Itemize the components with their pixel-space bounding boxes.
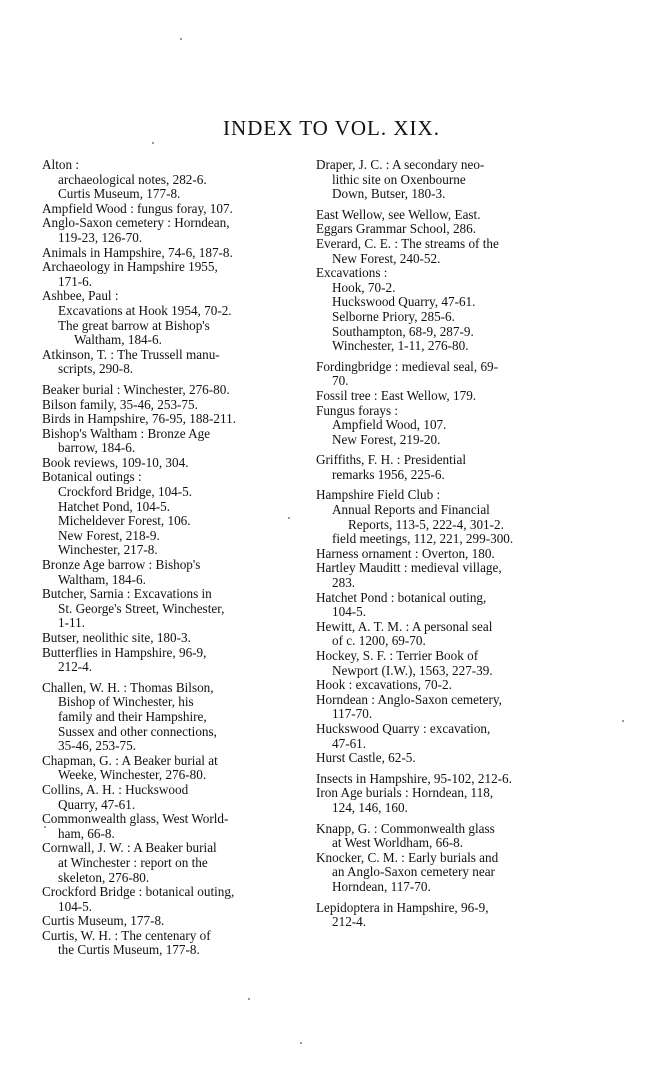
index-subentry	[316, 310, 556, 325]
index-line: 171-6.	[58, 273, 93, 289]
index-line: Down, Butser, 180-3.	[332, 186, 446, 202]
index-entry	[316, 751, 556, 766]
index-line: Knapp, G. : Commonwealth glass	[316, 820, 495, 836]
index-line: Butcher, Sarnia : Excavations in	[42, 586, 212, 602]
index-line: New Forest, 240-52.	[332, 250, 441, 266]
index-line: Waltham, 184-6.	[58, 571, 146, 587]
index-line: Curtis, W. H. : The centenary of	[42, 927, 211, 943]
index-entry	[316, 237, 556, 266]
index-line: Southampton, 68-9, 287-9.	[332, 323, 474, 339]
index-line: Bishop of Winchester, his	[58, 694, 194, 710]
index-subentry	[42, 543, 300, 558]
index-line: an Anglo-Saxon cemetery near	[332, 864, 495, 880]
index-line: Curtis Museum, 177-8.	[42, 913, 165, 929]
index-subentry	[42, 485, 300, 500]
index-entry	[316, 266, 556, 281]
index-subentry	[316, 339, 556, 354]
index-entry	[316, 851, 556, 895]
index-line: 104-5.	[332, 604, 367, 620]
index-line: Horndean, 117-70.	[332, 878, 431, 894]
index-entry	[316, 772, 556, 787]
index-line: Bilson family, 35-46, 253-75.	[42, 396, 198, 412]
index-subentry	[316, 503, 556, 532]
index-line: Hook, 70-2.	[332, 279, 396, 295]
index-entry	[42, 470, 300, 485]
index-line: Waltham, 184-6.	[74, 332, 162, 348]
index-line: ham, 66-8.	[58, 825, 115, 841]
index-line: barrow, 184-6.	[58, 440, 136, 456]
index-line: 283.	[332, 575, 356, 591]
index-line: Weeke, Winchester, 276-80.	[58, 767, 207, 783]
index-entry	[316, 901, 556, 930]
index-line: Selborne Priory, 285-6.	[332, 308, 455, 324]
index-line: New Forest, 218-9.	[58, 527, 160, 543]
index-line: Everard, C. E. : The streams of the	[316, 235, 499, 251]
index-entry	[42, 260, 300, 289]
index-line: Cornwall, J. W. : A Beaker burial	[42, 840, 217, 856]
print-speck	[44, 826, 46, 828]
index-line: archaeological notes, 282-6.	[58, 171, 207, 187]
index-line: Horndean : Anglo-Saxon cemetery,	[316, 691, 502, 707]
index-subentry	[316, 281, 556, 296]
index-entry	[316, 561, 556, 590]
index-column-left	[42, 158, 300, 958]
index-line: Annual Reports and Financial	[332, 502, 490, 518]
index-line: Hampshire Field Club :	[316, 487, 441, 503]
index-line: Archaeology in Hampshire 1955,	[42, 259, 218, 275]
print-speck	[180, 38, 182, 40]
index-entry	[316, 360, 556, 389]
index-line: Bishop's Waltham : Bronze Age	[42, 425, 211, 441]
index-entry	[316, 591, 556, 620]
index-line: family and their Hampshire,	[58, 708, 207, 724]
page-title: INDEX TO VOL. XIX.	[223, 116, 440, 140]
index-line: East Wellow, see Wellow, East.	[316, 206, 481, 222]
index-entry	[316, 547, 556, 562]
index-entry	[42, 216, 300, 245]
index-entry	[42, 427, 300, 456]
index-subentry	[42, 319, 300, 348]
index-line: 212-4.	[58, 659, 93, 675]
index-line: remarks 1956, 225-6.	[332, 466, 445, 482]
index-entry	[42, 158, 300, 173]
index-entry	[42, 383, 300, 398]
index-entry	[42, 587, 300, 631]
index-entry	[42, 914, 300, 929]
index-line: Knocker, C. M. : Early burials and	[316, 849, 499, 865]
index-line: Lepidoptera in Hampshire, 96-9,	[316, 899, 489, 915]
index-subentry	[316, 295, 556, 310]
index-entry	[42, 412, 300, 427]
index-entry	[316, 488, 556, 503]
index-line: Harness ornament : Overton, 180.	[316, 545, 495, 561]
index-column-right	[316, 158, 556, 930]
index-entry	[42, 246, 300, 261]
index-entry	[316, 722, 556, 751]
index-line: Botanical outings :	[42, 469, 142, 485]
index-line: Curtis Museum, 177-8.	[58, 186, 181, 202]
index-line: Huckswood Quarry : excavation,	[316, 720, 491, 736]
index-subentry	[316, 325, 556, 340]
print-speck	[152, 142, 154, 144]
index-subentry	[316, 418, 556, 433]
index-line: 117-70.	[332, 706, 373, 722]
index-line: scripts, 290-8.	[58, 361, 134, 377]
index-line: 104-5.	[58, 898, 93, 914]
index-line: Iron Age burials : Horndean, 118,	[316, 785, 494, 801]
index-entry	[42, 289, 300, 304]
print-speck	[248, 998, 250, 1000]
print-speck	[300, 1042, 302, 1044]
index-line: Hatchet Pond : botanical outing,	[316, 589, 487, 605]
index-subentry	[42, 500, 300, 515]
index-entry	[42, 754, 300, 783]
index-line: Butterflies in Hampshire, 96-9,	[42, 644, 207, 660]
index-entry	[316, 822, 556, 851]
index-line: Huckswood Quarry, 47-61.	[332, 294, 476, 310]
index-line: skeleton, 276-80.	[58, 869, 150, 885]
index-line: Butser, neolithic site, 180-3.	[42, 630, 191, 645]
index-line: Eggars Grammar School, 286.	[316, 221, 477, 237]
index-line: 35-46, 253-75.	[58, 738, 137, 754]
index-subentry	[316, 532, 556, 547]
index-line: lithic site on Oxenbourne	[332, 171, 466, 187]
index-line: New Forest, 219-20.	[332, 431, 441, 447]
index-line: Hewitt, A. T. M. : A personal seal	[316, 618, 493, 634]
index-line: Hartley Mauditt : medieval village,	[316, 560, 502, 576]
index-line: Quarry, 47-61.	[58, 796, 136, 812]
index-line: The great barrow at Bishop's	[58, 317, 210, 333]
print-speck	[622, 720, 624, 722]
index-entry	[316, 678, 556, 693]
index-line: Griffiths, F. H. : Presidential	[316, 452, 466, 468]
index-entry	[316, 222, 556, 237]
index-subentry	[42, 514, 300, 529]
index-line: Atkinson, T. : The Trussell manu-	[42, 346, 220, 362]
index-subentry	[316, 433, 556, 448]
index-line: Birds in Hampshire, 76-95, 188-211.	[42, 411, 237, 427]
index-subentry	[42, 173, 300, 188]
index-line: Hurst Castle, 62-5.	[316, 750, 416, 766]
index-line: Ampfield Wood : fungus foray, 107.	[42, 200, 233, 216]
index-line: Insects in Hampshire, 95-102, 212-6.	[316, 770, 512, 786]
index-entry	[42, 681, 300, 754]
index-line: at Winchester : report on the	[58, 854, 208, 870]
index-line: Chapman, G. : A Beaker burial at	[42, 752, 218, 768]
index-subentry	[42, 304, 300, 319]
index-line: Book reviews, 109-10, 304.	[42, 454, 189, 470]
index-line: Beaker burial : Winchester, 276-80.	[42, 381, 230, 397]
index-line: Animals in Hampshire, 74-6, 187-8.	[42, 244, 233, 260]
index-entry	[42, 558, 300, 587]
index-line: Reports, 113-5, 222-4, 301-2.	[348, 516, 504, 532]
index-entry	[42, 841, 300, 885]
index-entry	[42, 812, 300, 841]
index-entry	[316, 649, 556, 678]
index-entry	[42, 456, 300, 471]
index-line: Winchester, 217-8.	[58, 542, 158, 558]
index-line: Anglo-Saxon cemetery : Horndean,	[42, 215, 230, 231]
index-entry	[316, 786, 556, 815]
index-line: Alton :	[42, 157, 79, 172]
index-line: Ashbee, Paul :	[42, 288, 119, 304]
index-line: field meetings, 112, 221, 299-300.	[332, 531, 514, 547]
index-entry	[316, 404, 556, 419]
index-entry	[42, 202, 300, 217]
index-line: Crockford Bridge, 104-5.	[58, 484, 193, 500]
index-line: Micheldever Forest, 106.	[58, 513, 191, 529]
index-line: 47-61.	[332, 735, 367, 751]
index-line: Bronze Age barrow : Bishop's	[42, 557, 201, 573]
index-line: Commonwealth glass, West World-	[42, 811, 229, 827]
index-entry	[316, 208, 556, 223]
index-line: Fossil tree : East Wellow, 179.	[316, 387, 477, 403]
index-subentry	[42, 187, 300, 202]
index-line: Hook : excavations, 70-2.	[316, 677, 452, 693]
index-entry	[42, 929, 300, 958]
index-line: 1-11.	[58, 615, 85, 631]
index-entry	[42, 885, 300, 914]
index-line: Hatchet Pond, 104-5.	[58, 498, 171, 514]
print-speck	[288, 517, 290, 519]
index-line: Challen, W. H. : Thomas Bilson,	[42, 679, 214, 695]
index-line: 212-4.	[332, 914, 367, 930]
index-line: St. George's Street, Winchester,	[58, 600, 225, 616]
index-line: Fordingbridge : medieval seal, 69-	[316, 358, 499, 374]
index-line: Crockford Bridge : botanical outing,	[42, 884, 235, 900]
index-entry	[42, 646, 300, 675]
index-line: Fungus forays :	[316, 402, 399, 418]
index-line: of c. 1200, 69-70.	[332, 633, 426, 649]
index-line: Draper, J. C. : A secondary neo-	[316, 157, 485, 172]
index-subentry	[42, 529, 300, 544]
index-line: Sussex and other connections,	[58, 723, 217, 739]
index-line: Newport (I.W.), 1563, 227-39.	[332, 662, 493, 678]
index-line: Collins, A. H. : Huckswood	[42, 781, 189, 797]
index-entry	[42, 631, 300, 646]
index-entry	[316, 158, 556, 202]
index-entry	[42, 398, 300, 413]
index-line: at West Worldham, 66-8.	[332, 835, 464, 851]
index-line: Hockey, S. F. : Terrier Book of	[316, 648, 479, 663]
index-line: 70.	[332, 373, 349, 389]
index-entry	[316, 389, 556, 404]
index-entry	[42, 783, 300, 812]
index-line: the Curtis Museum, 177-8.	[58, 942, 200, 958]
index-entry	[316, 453, 556, 482]
index-entry	[42, 348, 300, 377]
index-line: Excavations at Hook 1954, 70-2.	[58, 302, 232, 318]
index-line: 124, 146, 160.	[332, 799, 408, 815]
index-entry	[316, 620, 556, 649]
index-line: 119-23, 126-70.	[58, 229, 143, 245]
index-line: Ampfield Wood, 107.	[332, 417, 447, 433]
index-line: Excavations :	[316, 265, 388, 281]
index-line: Winchester, 1-11, 276-80.	[332, 338, 469, 354]
index-entry	[316, 693, 556, 722]
